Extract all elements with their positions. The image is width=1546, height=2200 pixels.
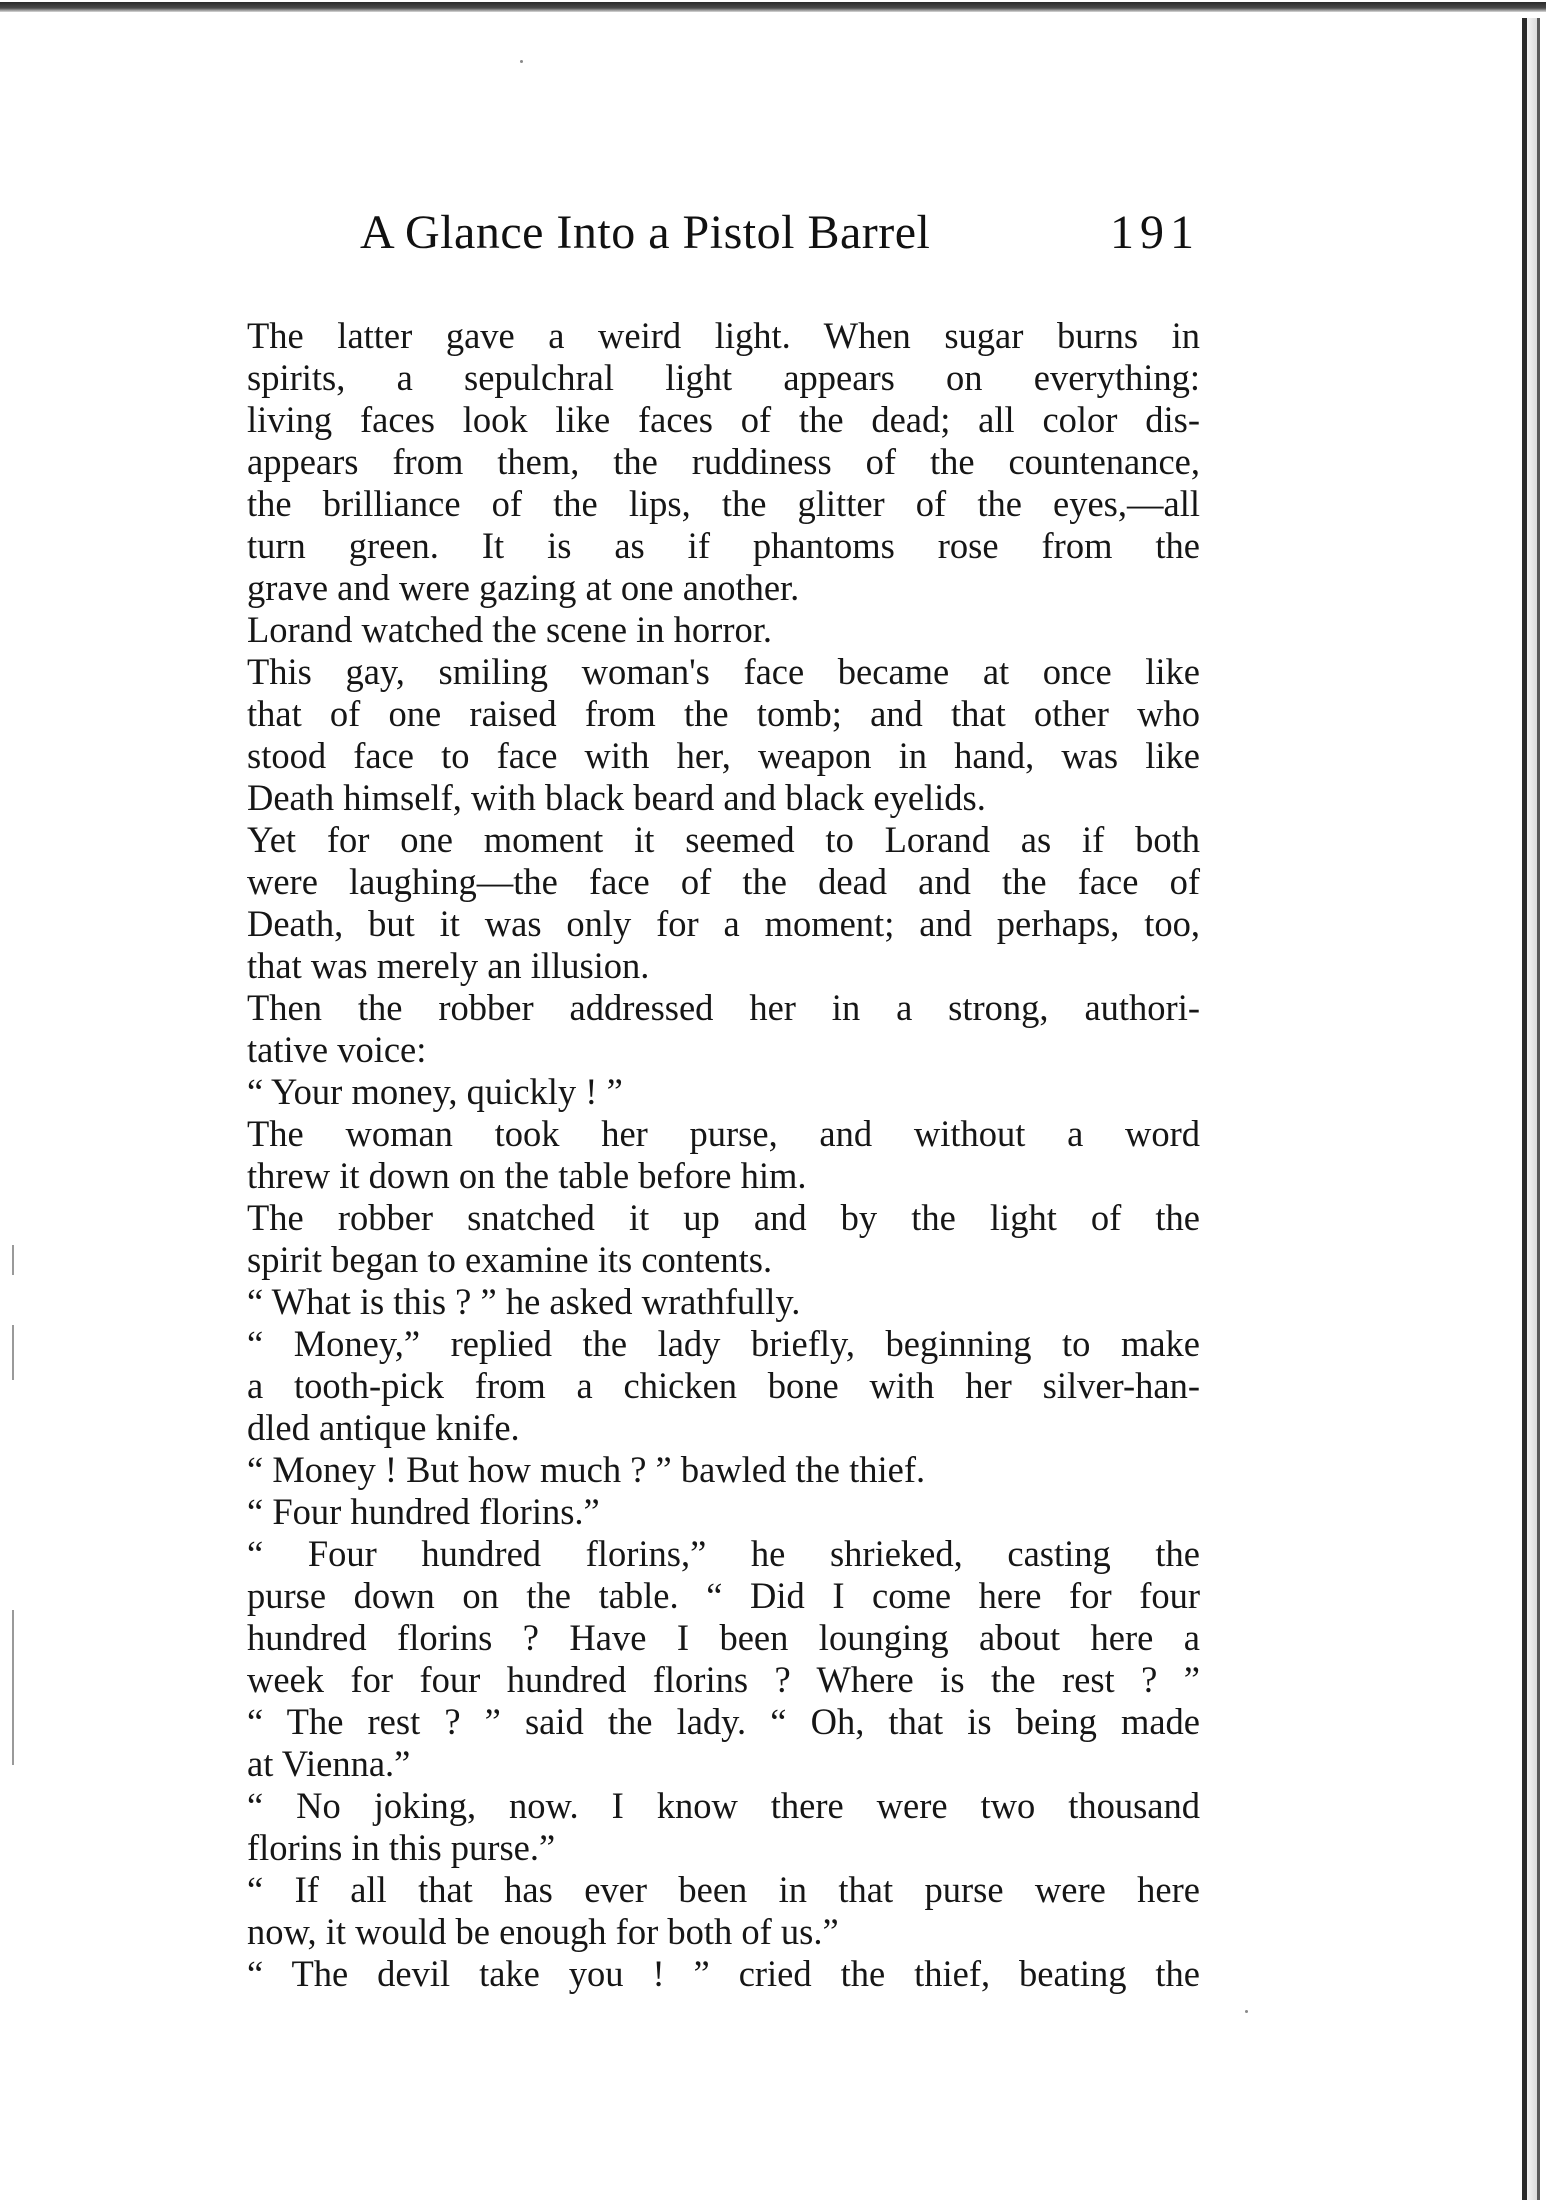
text-line: “ No joking, now. I know there were two thousand xyxy=(247,1785,1200,1826)
text-line: florins in this purse.” xyxy=(247,1827,556,1868)
page-top-edge xyxy=(0,2,1546,12)
text-line: spirits, a sepulchral light appears on everything: xyxy=(247,357,1200,398)
text-line: The woman took her purse, and without a word xyxy=(247,1113,1200,1154)
text-line: “ Your money, quickly ! ” xyxy=(247,1071,623,1112)
text-line: hundred florins ? Have I been lounging about here a xyxy=(247,1617,1200,1658)
text-line: turn green. It is as if phantoms rose from the xyxy=(247,525,1200,566)
text-line: This gay, smiling woman's face became at once like xyxy=(247,651,1200,692)
running-title: A Glance Into a Pistol Barrel xyxy=(360,206,931,259)
text-line: stood face to face with her, weapon in hand, was like xyxy=(247,735,1200,776)
text-line: at Vienna.” xyxy=(247,1743,411,1784)
text-line: “ The devil take you ! ” cried the thief, beating the xyxy=(247,1953,1200,1994)
text-line: that was merely an illusion. xyxy=(247,945,650,986)
body-text xyxy=(247,315,1200,1995)
page-number: 191 xyxy=(1110,206,1200,259)
text-line: week for four hundred florins ? Where is the rest ? ” xyxy=(247,1659,1200,1700)
text-line: spirit began to examine its contents. xyxy=(247,1239,773,1280)
text-line: “ What is this ? ” he asked wrathfully. xyxy=(247,1281,801,1322)
text-line: “ Four hundred florins,” he shrieked, casting the xyxy=(247,1533,1200,1574)
text-line: The robber snatched it up and by the light of the xyxy=(247,1197,1200,1238)
text-line: living faces look like faces of the dead; all color dis- xyxy=(247,399,1200,440)
page-header xyxy=(360,205,1200,275)
text-line: Death himself, with black beard and black eyelids. xyxy=(247,777,986,818)
text-line: Death, but it was only for a moment; and perhaps, too, xyxy=(247,903,1200,944)
text-line: that of one raised from the tomb; and that other who xyxy=(247,693,1200,734)
scan-mark xyxy=(12,1245,14,1275)
text-line: appears from them, the ruddiness of the countenance, xyxy=(247,441,1200,482)
text-line: the brilliance of the lips, the glitter of the eyes,—all xyxy=(247,483,1200,524)
book-spine-edge xyxy=(1522,18,1540,2200)
text-line: “ Four hundred florins.” xyxy=(247,1491,600,1532)
scan-speck xyxy=(1245,2010,1248,2013)
text-line: Then the robber addressed her in a strong, authori- xyxy=(247,987,1200,1028)
text-line: “ Money,” replied the lady briefly, beginning to make xyxy=(247,1323,1200,1364)
text-line: tative voice: xyxy=(247,1029,427,1070)
text-line: were laughing—the face of the dead and the face of xyxy=(247,861,1200,902)
text-line: a tooth-pick from a chicken bone with her silver-han- xyxy=(247,1365,1200,1406)
scan-mark xyxy=(12,1325,14,1380)
text-line: dled antique knife. xyxy=(247,1407,520,1448)
text-line: now, it would be enough for both of us.” xyxy=(247,1911,839,1952)
text-line: The latter gave a weird light. When sugar burns in xyxy=(247,315,1200,356)
text-line: “ The rest ? ” said the lady. “ Oh, that is being made xyxy=(247,1701,1200,1742)
text-line: purse down on the table. “ Did I come here for four xyxy=(247,1575,1200,1616)
text-line: “ If all that has ever been in that purse were here xyxy=(247,1869,1200,1910)
scan-speck xyxy=(520,60,523,63)
text-line: Lorand watched the scene in horror. xyxy=(247,609,772,650)
scan-mark xyxy=(12,1610,14,1765)
text-line: grave and were gazing at one another. xyxy=(247,567,800,608)
text-line: Yet for one moment it seemed to Lorand as if both xyxy=(247,819,1200,860)
text-line: threw it down on the table before him. xyxy=(247,1155,807,1196)
text-line: “ Money ! But how much ? ” bawled the thief. xyxy=(247,1449,926,1490)
